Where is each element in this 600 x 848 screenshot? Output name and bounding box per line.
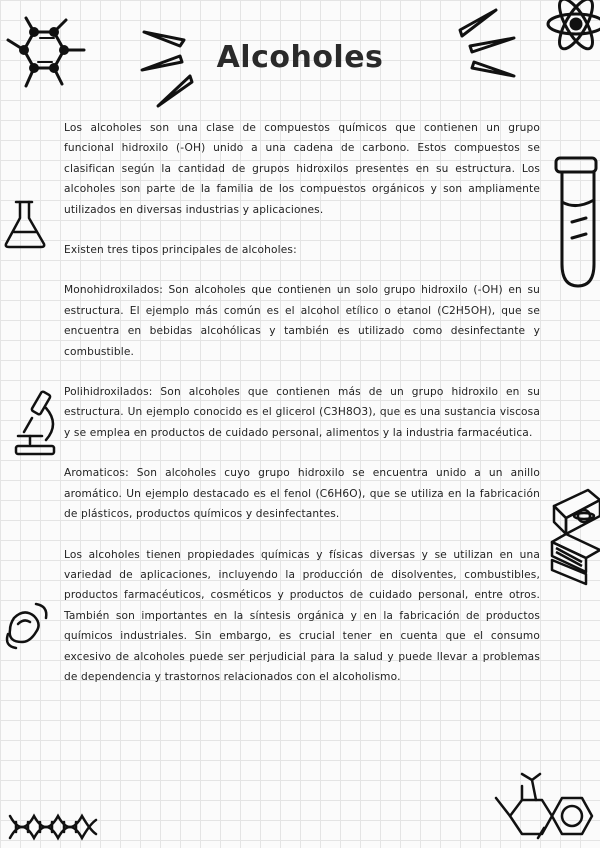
microscope-icon	[10, 388, 60, 458]
monohydroxylated-paragraph: Monohidroxilados: Son alcoholes que contienen un solo grupo hidroxilo (-OH) en su estructura. El ejemplo más común es el alcohol etílico o etanol (C2H5OH), que se encuentra en bebidas alcohólicas y también es utilizado como desinfectante y combustible.	[64, 284, 540, 358]
polyhydroxylated-paragraph: Polihidroxilados: Son alcoholes que contienen más de un grupo hidroxilo en su estructura. Un ejemplo conocido es el glicerol (C3H8O3), que es una sustancia viscosa y se emplea en productos de cuidado personal, alimentos y la industria farmacéutica.	[64, 386, 540, 439]
goggles-icon	[2, 600, 52, 656]
burst-lines-icon-right	[458, 6, 522, 86]
atom-icon	[540, 0, 600, 60]
dna-icon	[8, 812, 98, 842]
flask-icon	[2, 198, 50, 250]
document-body	[64, 118, 540, 687]
molecule-icon	[4, 10, 94, 100]
books-icon	[548, 486, 600, 586]
chemical-structure-icon	[492, 764, 600, 848]
types-heading-paragraph: Existen tres tipos principales de alcoholes:	[64, 244, 297, 257]
aromatic-paragraph: Aromaticos: Son alcoholes cuyo grupo hidroxilo se encuentra unido a un anillo aromático. Un ejemplo destacado es el fenol (C6H6O), que se utiliza en la fabricación de plásticos, productos químicos y desinfectantes.	[64, 467, 540, 521]
burst-lines-icon-left	[136, 26, 200, 112]
intro-paragraph: Los alcoholes son una clase de compuestos químicos que contienen un grupo funcional hidroxilo (-OH) unido a una cadena de carbono. Estos compuestos se clasifican según la cantidad de grupos hidroxilos presentes en su estructura. Los alcoholes son parte de la familia de los compuestos orgánicos y son ampliamente utilizados en diversas industrias y aplicaciones.	[64, 122, 540, 216]
page-title: Alcoholes	[216, 40, 384, 75]
conclusion-paragraph: Los alcoholes tienen propiedades químicas y físicas diversas y se utilizan en una variedad de aplicaciones, incluyendo la producción de disolventes, combustibles, productos farmacéuticos, cosméticos y productos de cuidado personal, entre otros. También son importantes en la síntesis orgánica y en la fabricación de productos químicos industriales. Sin embargo, es crucial tener en cuenta que el consumo excesivo de alcoholes puede ser perjudicial para la salud y puede llevar a problemas de dependencia y trastornos relacionados con el alcoholismo.	[64, 548, 540, 683]
test-tube-icon	[552, 152, 600, 292]
